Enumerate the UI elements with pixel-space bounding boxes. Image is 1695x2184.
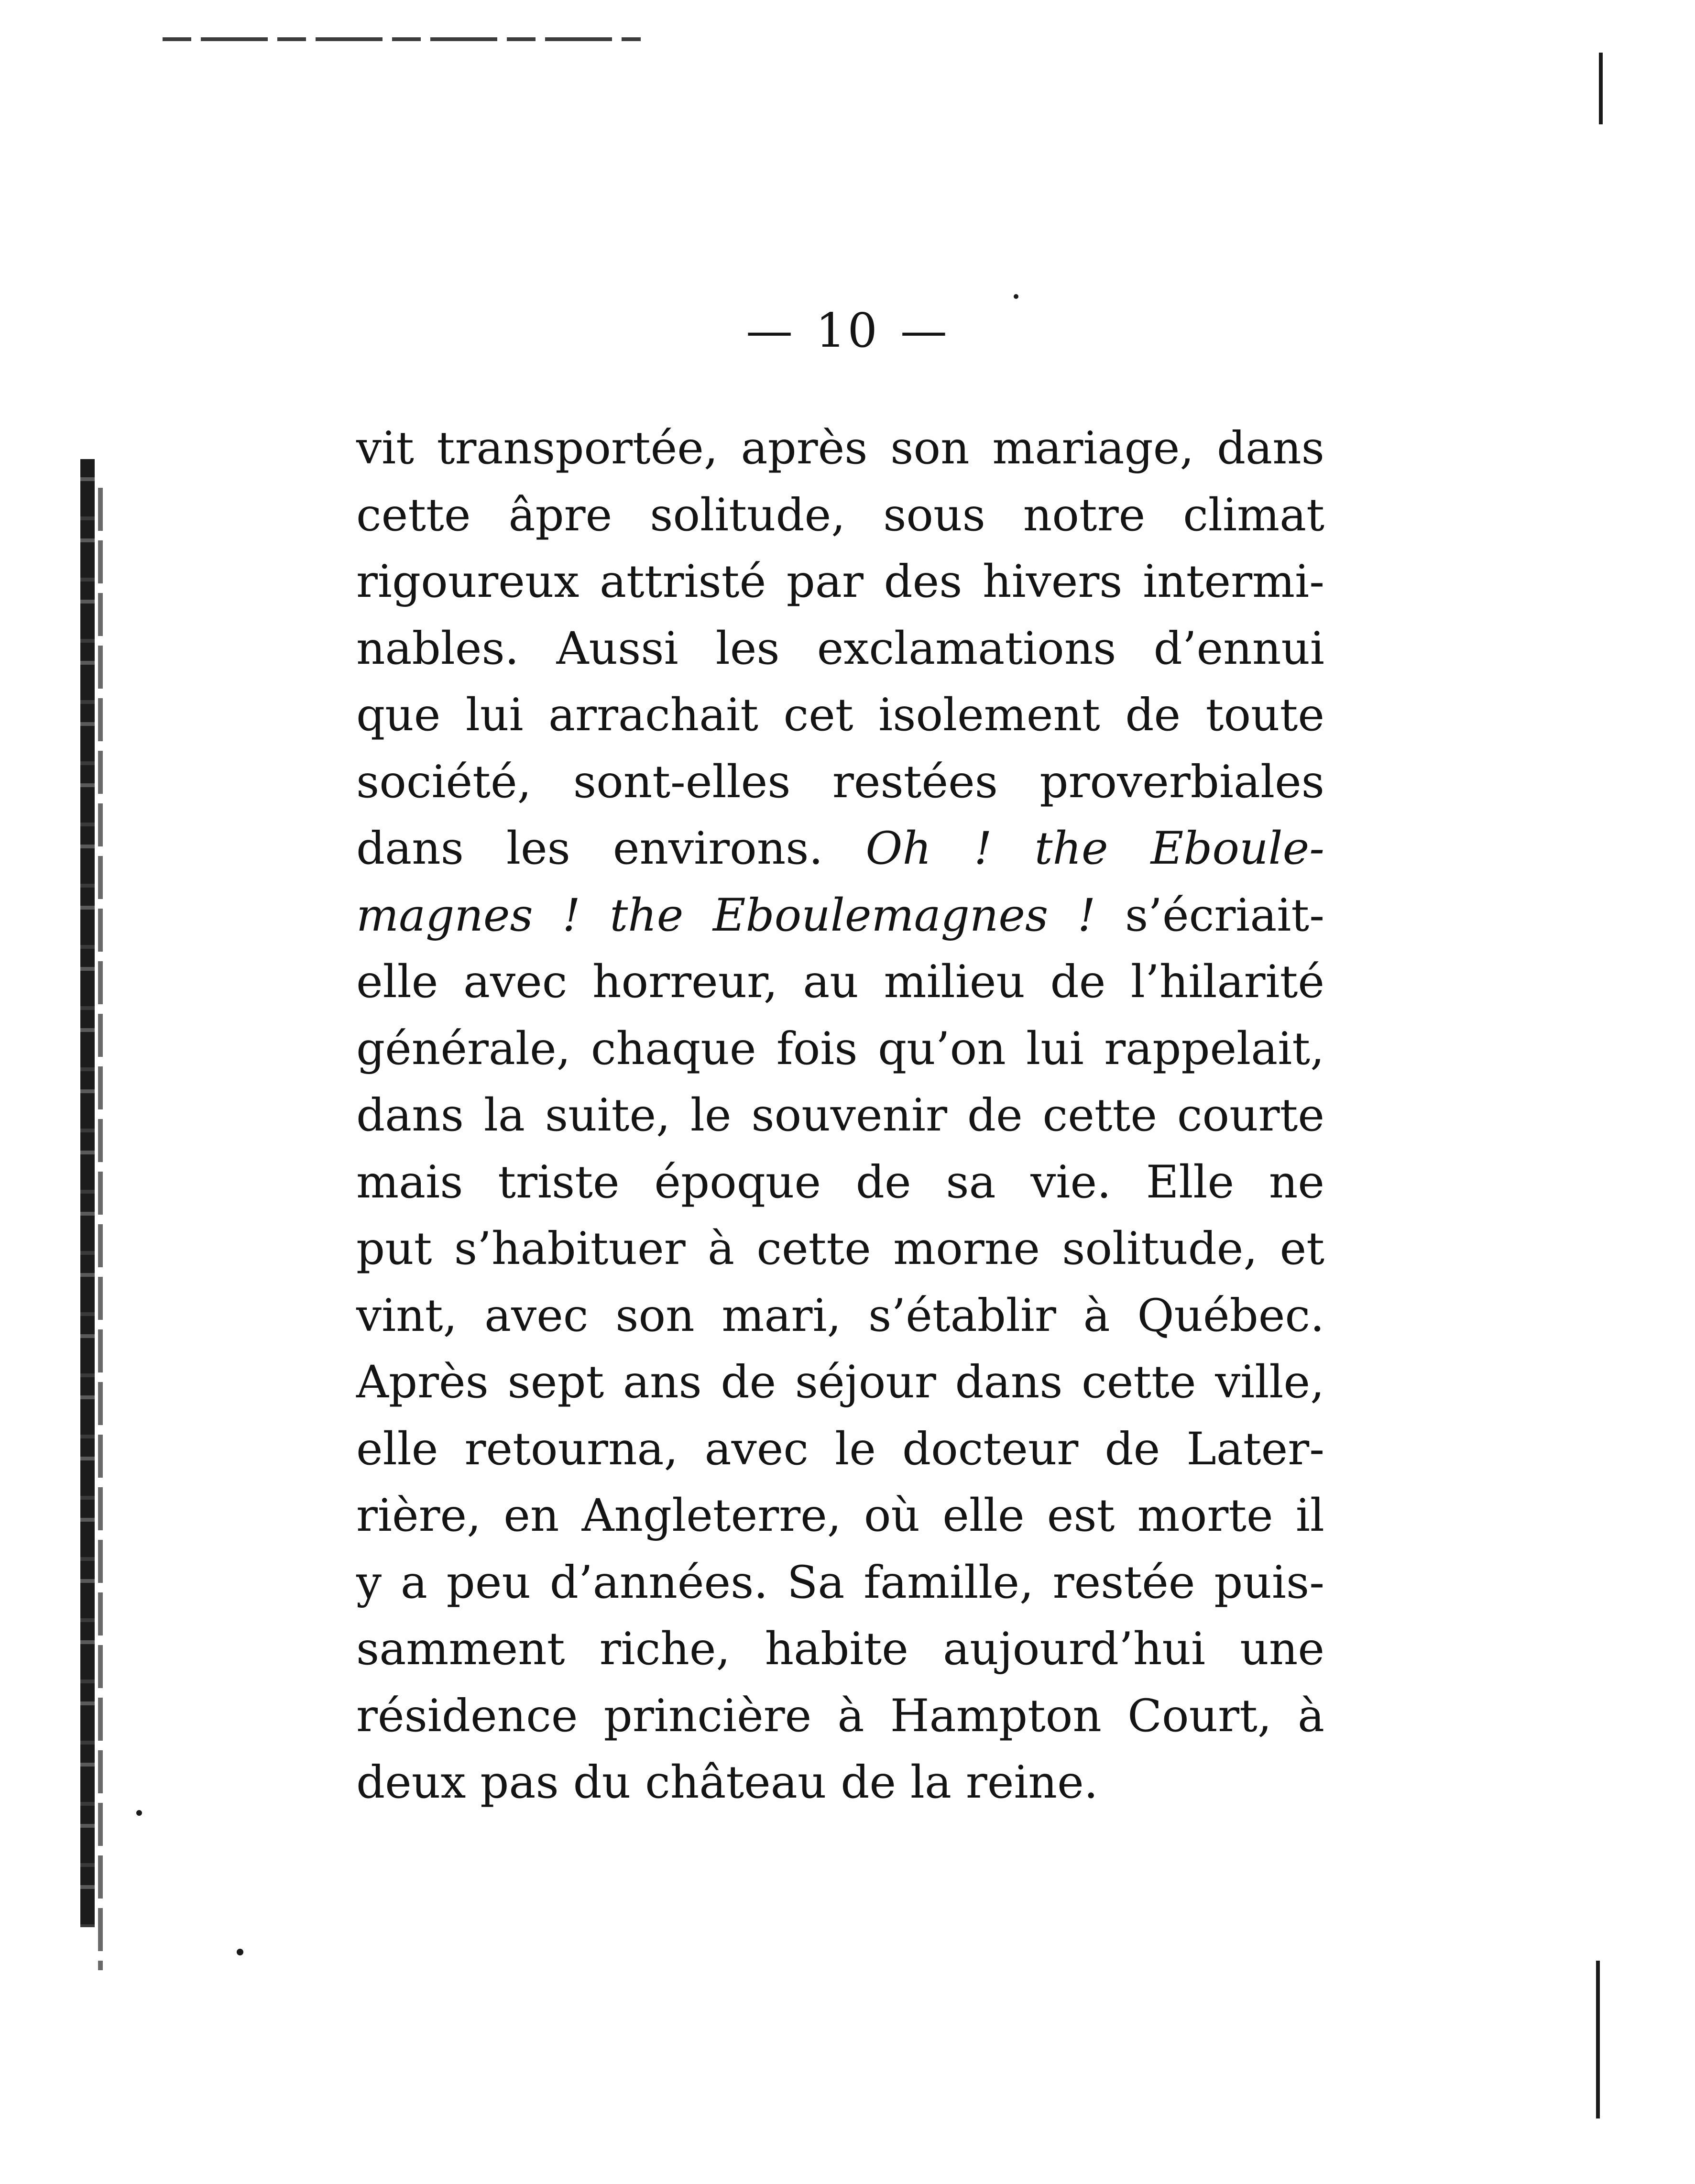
text-line: cette âpre solitude, sous notre climat	[356, 489, 1324, 541]
text-segment: s’écriait-	[1125, 889, 1324, 942]
italic-quote: magnes ! the Eboulemagnes !	[356, 889, 1096, 942]
body-paragraph	[356, 415, 1324, 1816]
scan-speck	[1014, 294, 1018, 299]
page-number-dash-right: —	[900, 304, 949, 358]
text-line-last: deux pas du château de la reine.	[356, 1756, 1098, 1809]
text-line: rigoureux attristé par des hivers intermi-	[356, 556, 1324, 608]
scan-artifact-binding-edge-inner	[98, 488, 103, 1970]
text-segment: dans les environs.	[356, 823, 823, 875]
text-line-mixed	[356, 815, 1324, 882]
text-line: Après sept ans de séjour dans cette ville,	[356, 1356, 1324, 1408]
text-line: elle retourna, avec le docteur de Later-	[356, 1423, 1324, 1475]
text-line: samment riche, habite aujourd’hui une	[356, 1623, 1324, 1675]
text-line: que lui arrachait cet isolement de toute	[356, 689, 1324, 741]
text-line: dans la suite, le souvenir de cette courte	[356, 1089, 1324, 1141]
text-line: générale, chaque fois qu’on lui rappelait,	[356, 1022, 1324, 1075]
scan-artifact-binding-edge	[80, 459, 95, 1927]
text-line: société, sont-elles restées proverbiales	[356, 756, 1324, 808]
scan-artifact-top-rule	[163, 37, 641, 41]
page-number-dash-left: —	[746, 304, 795, 358]
scan-artifact-right-mark-bottom	[1596, 1961, 1600, 2118]
text-line: nables. Aussi les exclamations d’ennui	[356, 622, 1324, 675]
text-line: rière, en Angleterre, où elle est morte il	[356, 1490, 1324, 1542]
text-line: put s’habituer à cette morne solitude, et	[356, 1223, 1324, 1275]
scan-speck	[237, 1949, 243, 1955]
text-line: y a peu d’années. Sa famille, restée puis-	[356, 1556, 1324, 1609]
text-line-mixed	[356, 882, 1324, 949]
text-line: résidence princière à Hampton Court, à	[356, 1690, 1324, 1742]
italic-quote: Oh ! the Eboule-	[865, 823, 1325, 875]
page-number-value: 10	[816, 304, 879, 358]
scan-speck	[136, 1810, 142, 1816]
page-number	[0, 304, 1695, 358]
text-line: vit transportée, après son mariage, dans	[356, 422, 1324, 474]
text-line: vint, avec son mari, s’établir à Québec.	[356, 1289, 1324, 1342]
scan-artifact-right-mark-top	[1599, 53, 1603, 124]
text-line: mais triste époque de sa vie. Elle ne	[356, 1156, 1324, 1208]
text-line: elle avec horreur, au milieu de l’hilarité	[356, 956, 1324, 1008]
